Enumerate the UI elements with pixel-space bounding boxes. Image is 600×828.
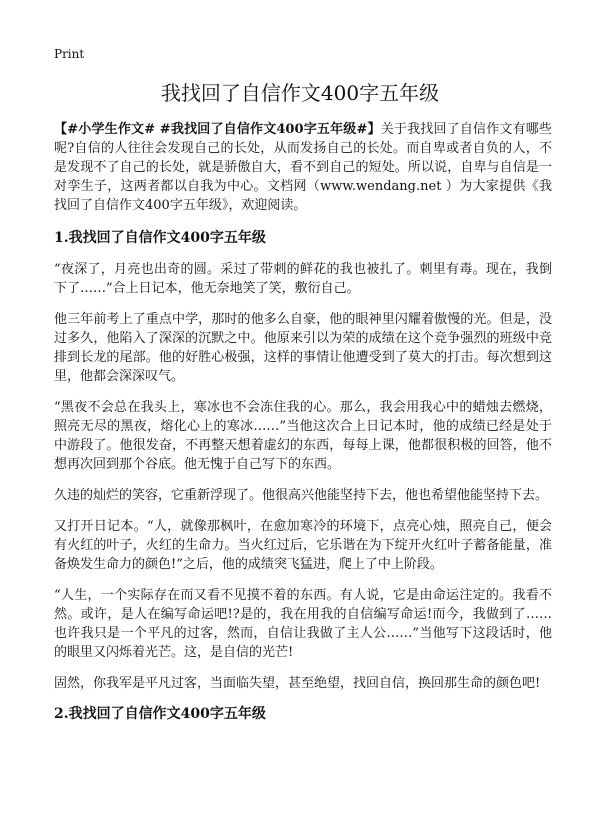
intro-paragraph	[54, 120, 552, 215]
section-1-paragraph-7: 固然，你我军是平凡过客，当面临失望，甚至绝望，找回自信，换回那生命的颜色吧!	[54, 676, 541, 691]
section-heading-1: 1.我找回了自信作文400字五年级	[54, 230, 266, 246]
page-title: 我找回了自信作文400字五年级	[160, 81, 440, 105]
section-1-paragraph-1: “夜深了，月亮也出奇的圆。采过了带刺的鲜花的我也被扎了。刺里有毒。现在，我倒下了……”合上日记本，他无奈地笑了笑，敷衍自己。	[54, 262, 552, 296]
section-1-paragraph-2: 他三年前考上了重点中学，那时的他多么自豪，他的眼神里闪耀着傲慢的光。但是，没过多久，他陷入了深深的沉默之中。他原来引以为荣的成绩在这个竞争强烈的班级中竞排到长龙的尾部。他的好胜心极强，这样的事情让他遭受到了莫大的打击。每次想到这里，他都会深深叹气。	[54, 312, 552, 384]
intro-tag: 【#小学生作文# #我找回了自信作文400字五年级#】	[54, 122, 381, 137]
section-heading-2: 2.我找回了自信作文400字五年级	[54, 706, 266, 722]
intro-text: 关于我找回了自信作文有哪些呢?自信的人往往会发现自己的长处，从而发扬自己的长处。而自卑或者自负的人，不是发现不了自己的长处，就是骄傲自大，看不到自己的短处。所以说，自卑与自信是一对孪生子，这两者都以自我为中心。文档网（www.wendang.net ）为大家提供《我找回了自信作文400字五年级》，欢迎阅读。	[54, 122, 552, 213]
print-label: Print	[54, 47, 85, 61]
section-1-paragraph-3: “黑夜不会总在我头上，寒冰也不会冻住我的心。那么，我会用我心中的蜡烛去燃烧，照亮无尽的黑夜，熔化心上的寒冰……”当他这次合上日记本时，他的成绩已经是处于中游段了。他很发奋，不再整天想着虚幻的东西，每每上课，他都很积极的回答，他不想再次回到那个谷底。他无愧于自己写下的东西。	[54, 400, 552, 472]
section-1-paragraph-5: 又打开日记本。“人，就像那枫叶，在愈加寒冷的环境下，点亮心烛，照亮自己，便会有火红的叶子，火红的生命力。当火红过后，它乐谐在为下绽开火红叶子蓄备能量，准备焕发生命力的颜色!”之后，他的成绩突飞猛进，爬上了中上阶段。	[54, 519, 552, 572]
section-1-paragraph-6: “人生，一个实际存在而又看不见摸不着的东西。有人说，它是由命运注定的。我看不然。或许，是人在编写命运吧!?是的，我在用我的自信编写命运!而今，我做到了……也许我只是一个平凡的过客，然而，自信让我做了主人公……”当他写下这段话时，他的眼里又闪烁着光芒。这，是自信的光芒!	[54, 588, 552, 660]
section-1-paragraph-4: 久违的灿烂的笑容，它重新浮现了。他很高兴他能坚持下去，他也希望他能坚持下去。	[54, 488, 549, 503]
document-content	[54, 120, 552, 736]
